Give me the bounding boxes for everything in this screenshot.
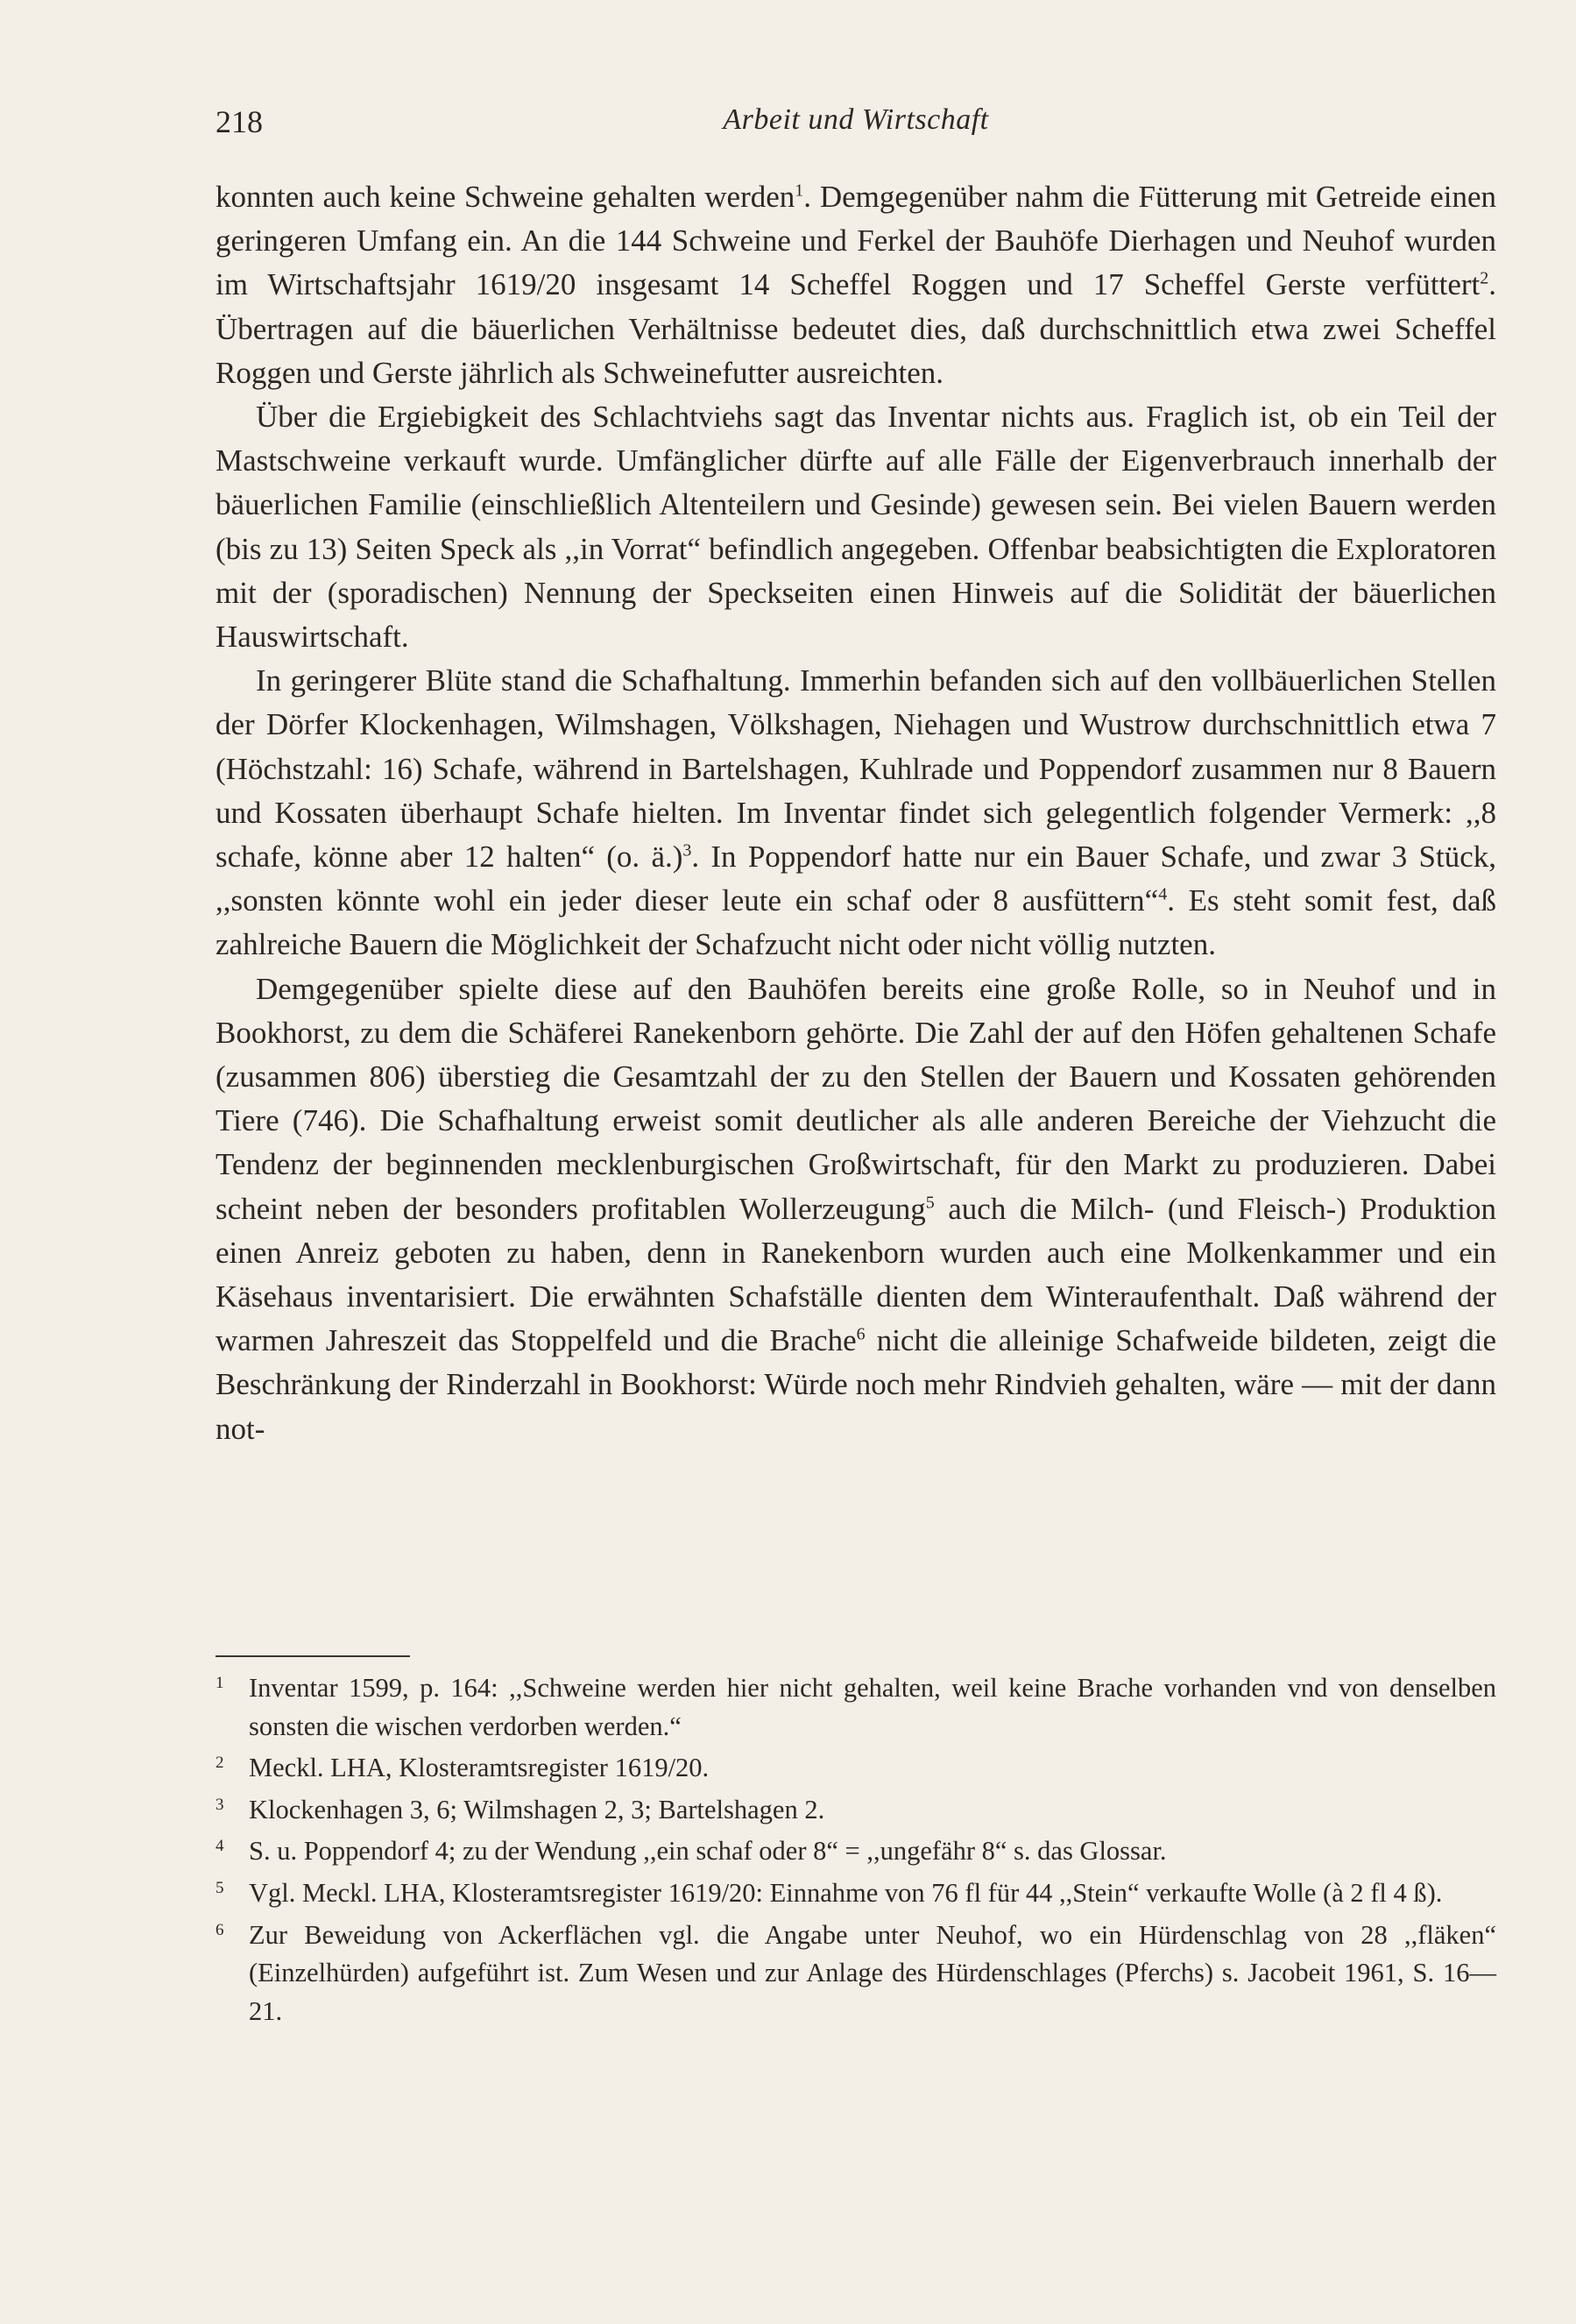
paragraph-text: . Es steht somit fest, daß zahlreiche Bauern die Möglichkeit der Schafzucht nicht oder nicht völlig nutzten. [216,883,1496,962]
footnote [216,1669,1496,1746]
page-header [216,95,1496,147]
footnote [216,1874,1496,1913]
footnote-ref[interactable]: 1 [795,181,804,201]
footnote-number: 2 [216,1754,224,1773]
paragraph-text: auch die Milch- (und Fleisch-) Produktion einen Anreiz geboten zu haben, denn in Ranekenborn wurden auch eine Molkenkammer und ein Käsehaus inventarisiert. Die erwähnten Schafställe dienten dem Winteraufenthalt. Daß während der warmen Jahreszeit das Stoppelfeld und die Brache [216,1191,1496,1358]
footnote-text: Zur Beweidung von Ackerflächen vgl. die Angabe unter Neuhof, wo ein Hürdenschlag von 28 ,,fläken“ (Einzelhürden) aufgeführt ist. Zum Wesen und zur Anlage des Hürdenschlages (Pferchs) s. Jacobeit 1961, S. 16—21. [249,1919,1496,2026]
paragraph [216,395,1496,659]
footnote-ref[interactable]: 3 [682,840,692,861]
footnote [216,1749,1496,1788]
paragraph [216,967,1496,1451]
paragraph-text: In geringerer Blüte stand die Schafhaltung. Immerhin befanden sich auf den vollbäuerlichen Stellen der Dörfer Klockenhagen, Wilmshagen, Völkshagen, Niehagen und Wustrow durchschnittlich etwa 7 (Höchstzahl: 16) Schafe, während in Bartelshagen, Kuhlrade und Poppendorf zusammen nur 8 Bauern und Kossaten überhaupt Schafe hielten. Im Inventar findet sich gelegentlich folgender Vermerk: ,,8 schafe, könne aber 12 halten“ (o. ä.) [216,663,1496,875]
paragraph-text: . Demgegenüber nahm die Fütterung mit Getreide einen geringeren Umfang ein. An die 144 Schweine und Ferkel der Bauhöfe Dierhagen und Neuhof wurden im Wirtschaftsjahr 1619/20 insgesamt 14 Scheffel Roggen und 17 Scheffel Gerste verfüttert [216,180,1496,302]
footnote-number: 6 [216,1920,224,1939]
paragraph-text: konnten auch keine Schweine gehalten werden [216,180,795,214]
paragraph-text: Über die Ergiebigkeit des Schlachtviehs sagt das Inventar nichts aus. Fraglich ist, ob ein Teil der Mastschweine verkauft wurde. Umfänglicher dürfte auf alle Fälle der Eigenverbrauch innerhalb der bäuerlichen Familie (einschließlich Altenteilern und Gesinde) gewesen sein. Bei vielen Bauern werden (bis zu 13) Seiten Speck als ,,in Vorrat“ befindlich angegeben. Offenbar beabsichtigten die Exploratoren mit der (sporadischen) Nennung der Speckseiten einen Hinweis auf die Solidität der bäuerlichen Hauswirtschaft. [216,400,1496,655]
footnote-number: 4 [216,1837,224,1856]
running-head: Arbeit und Wirtschaft [723,103,989,136]
footnote-number: 3 [216,1795,224,1814]
footnote [216,1917,1496,2031]
paragraph-text: nicht die alleinige Schafweide bildeten, zeigt die Beschränkung der Rinderzahl in Bookhorst: Würde noch mehr Rindvieh gehalten, wäre — mit der dann not- [216,1323,1496,1446]
page-number: 218 [216,104,263,139]
footnote [216,1832,1496,1871]
footnote-ref[interactable]: 6 [856,1324,866,1344]
footnote-text: Klockenhagen 3, 6; Wilmshagen 2, 3; Bartelshagen 2. [249,1794,825,1824]
footnote [216,1791,1496,1830]
footnote-text: Meckl. LHA, Klosteramtsregister 1619/20. [249,1753,710,1783]
footnote-ref[interactable]: 4 [1158,884,1168,904]
footnote-ref[interactable]: 2 [1480,268,1489,288]
paragraph [216,175,1496,395]
paragraph-text: Demgegenüber spielte diese auf den Bauhöfen bereits eine große Rolle, so in Neuhof und in Bookhorst, zu dem die Schäferei Ranekenborn gehörte. Die Zahl der auf den Höfen gehaltenen Schafe (zusammen 806) überstieg die Gesamtzahl der zu den Stellen der Bauern und Kossaten gehörenden Tiere (746). Die Schafhaltung erweist somit deutlicher als alle anderen Bereiche der Viehzucht die Tendenz der beginnenden mecklenburgischen Großwirtschaft, für den Markt zu produzieren. Dabei scheint neben der besonders profitablen Wollerzeugung [216,971,1496,1226]
footnote-text: S. u. Poppendorf 4; zu der Wendung ,,ein schaf oder 8“ = ,,ungefähr 8“ s. das Glossar. [249,1836,1167,1867]
footnote-divider [216,1655,410,1657]
footnote-number: 5 [216,1878,224,1897]
paragraph-text: . In Poppendorf hatte nur ein Bauer Schafe, und zwar 3 Stück, ,,sonsten könnte wohl ein jeder dieser leute ein schaf oder 8 ausfüttern“ [216,840,1496,918]
footnote-ref[interactable]: 5 [925,1193,935,1213]
footnotes [216,1669,1496,2030]
body-text [216,175,1496,1451]
paragraph [216,659,1496,967]
footnote-text: Inventar 1599, p. 164: ,,Schweine werden hier nicht gehalten, weil keine Brache vorhanden vnd von denselben sonsten die wischen verdorben werden.“ [249,1673,1496,1741]
footnote-text: Vgl. Meckl. LHA, Klosteramtsregister 1619/20: Einnahme von 76 fl für 44 ,,Stein“ verkaufte Wolle (à 2 fl 4 ß). [249,1877,1443,1908]
paragraph-text: . Übertragen auf die bäuerlichen Verhältnisse bedeutet dies, daß durchschnittlich etwa zwei Scheffel Roggen und Gerste jährlich als Schweinefutter ausreichten. [216,267,1496,390]
footnote-number: 1 [216,1674,224,1692]
